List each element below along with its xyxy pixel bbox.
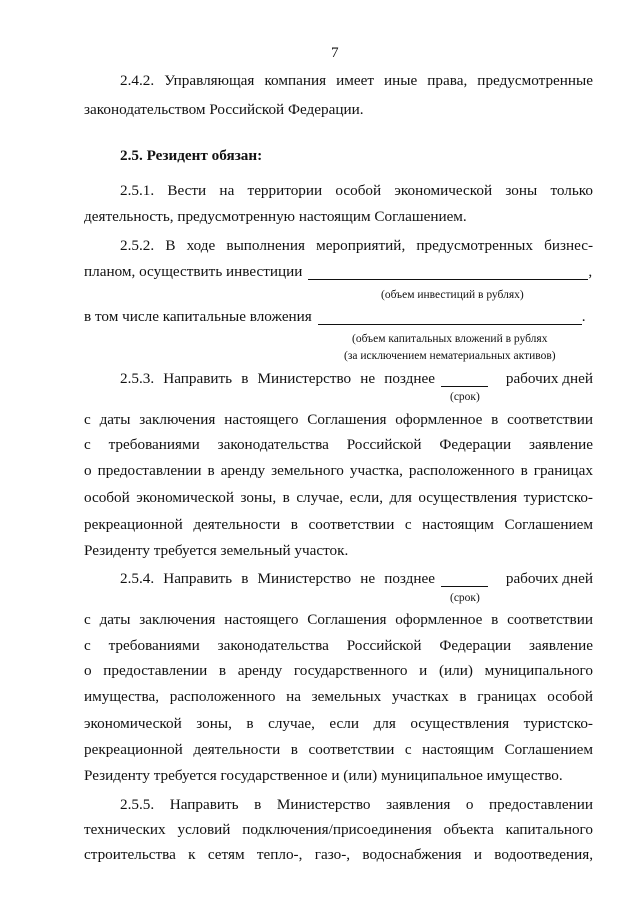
deadline-tail-2-5-4: рабочих дней	[505, 570, 593, 587]
deadline-tail-2-5-3: рабочих дней	[505, 370, 593, 387]
paragraph-2-5-3-line-6: рекреационной деятельности в соответствии с настоящим Соглашением	[84, 516, 593, 533]
paragraph-2-5-5-line-1: 2.5.5. Направить в Министерство заявления о предоставлении	[120, 796, 593, 813]
paragraph-2-5-2-line-3	[84, 309, 586, 325]
paragraph-2-5-2-line-1: 2.5.2. В ходе выполнения мероприятий, предусмотренных бизнес-	[120, 237, 593, 254]
section-heading-2-5: 2.5. Резидент обязан:	[120, 147, 263, 164]
paragraph-2-5-4-line-6: экономической зоны, в случае, если для осуществления туристско-	[84, 715, 593, 732]
paragraph-2-5-3-line-7: Резиденту требуется земельный участок.	[84, 542, 349, 559]
capital-investments-caption-2: (за исключением нематериальных активов)	[344, 350, 556, 362]
paragraph-2-5-3-line-2: с даты заключения настоящего Соглашения оформленное в соответствии	[84, 411, 593, 428]
deadline-caption-2-5-3: (срок)	[450, 391, 480, 403]
paragraph-2-5-4-line-4: о предоставлении в аренду государственного и (или) муниципального	[84, 662, 593, 679]
paragraph-2-5-4-line-3: с требованиями законодательства Российской Федерации заявление	[84, 637, 593, 654]
deadline-lead-2-5-4: 2.5.4. Направить в Министерство не позднее	[120, 570, 435, 587]
paragraph-2-5-4-line-5: имущества, расположенного на земельных участках в границах особой	[84, 688, 593, 705]
capital-investments-blank	[318, 309, 582, 325]
page-number: 7	[331, 44, 339, 61]
paragraph-2-5-4-line-1	[120, 571, 593, 587]
capital-investments-label: в том числе капитальные вложения	[84, 308, 312, 325]
paragraph-2-5-3-line-1	[120, 371, 593, 387]
paragraph-2-5-4-line-2: с даты заключения настоящего Соглашения оформленное в соответствии	[84, 611, 593, 628]
investments-caption: (объем инвестиций в рублях)	[381, 289, 524, 301]
investments-label: планом, осуществить инвестиции	[84, 263, 303, 280]
deadline-caption-2-5-4: (срок)	[450, 592, 480, 604]
paragraph-2-5-1-line-1: 2.5.1. Вести на территории особой экономической зоны только	[120, 182, 593, 199]
paragraph-2-5-4-line-7: рекреационной деятельности в соответствии с настоящим Соглашением	[84, 741, 593, 758]
deadline-lead-2-5-3: 2.5.3. Направить в Министерство не позднее	[120, 370, 435, 387]
paragraph-2-5-4-line-8: Резиденту требуется государственное и (или) муниципальное имущество.	[84, 767, 563, 784]
paragraph-2-5-3-line-3: с требованиями законодательства Российской Федерации заявление	[84, 436, 593, 453]
deadline-blank-2-5-4	[441, 571, 488, 587]
paragraph-2-5-1-line-2: деятельность, предусмотренную настоящим Соглашением.	[84, 208, 467, 225]
capital-investments-period: .	[581, 308, 586, 325]
paragraph-2-4-2-line-2: законодательством Российской Федерации.	[84, 101, 364, 118]
paragraph-2-5-3-line-4: о предоставлении в аренду земельного участка, расположенного в границах	[84, 462, 593, 479]
investments-comma: ,	[588, 263, 593, 280]
deadline-blank-2-5-3	[441, 371, 488, 387]
paragraph-2-5-2-line-2	[84, 264, 592, 280]
paragraph-2-5-5-line-3: строительства к сетям тепло-, газо-, водоснабжения и водоотведения,	[84, 846, 593, 863]
investments-blank	[308, 264, 588, 280]
capital-investments-caption-1: (объем капитальных вложений в рублях	[352, 333, 548, 345]
paragraph-2-5-3-line-5: особой экономической зоны, в случае, если, для осуществления туристско-	[84, 489, 593, 506]
paragraph-2-5-5-line-2: технических условий подключения/присоединения объекта капитального	[84, 821, 593, 838]
paragraph-2-4-2-line-1: 2.4.2. Управляющая компания имеет иные права, предусмотренные	[120, 72, 593, 89]
